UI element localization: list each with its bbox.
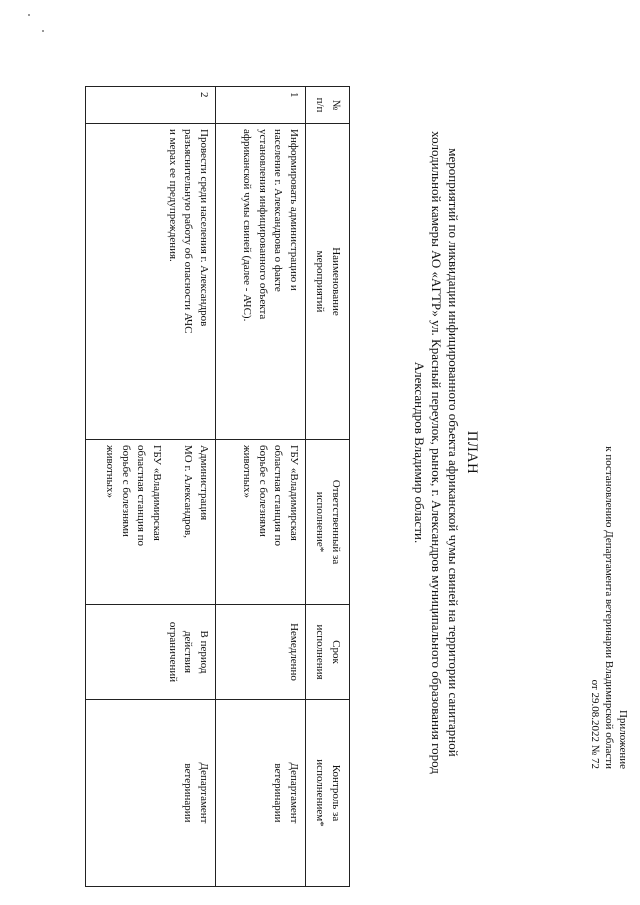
header-control <box>306 700 350 887</box>
header-text: п/п <box>314 97 327 113</box>
header-activity <box>306 124 350 440</box>
cell-line: действия <box>182 630 195 674</box>
header-text: мероприятий <box>314 250 327 313</box>
table-header-row <box>306 87 350 887</box>
plan-subtitle-line: мероприятий по ликвидации инфицированного объекта африканской чумы свиней на территории санитарной <box>446 148 461 757</box>
row-responsible <box>216 440 306 605</box>
cell-line: областная станция по <box>272 445 285 547</box>
cell-line: ГБУ «Владимирская <box>288 445 300 541</box>
row-responsible <box>86 440 216 605</box>
header-responsible <box>306 440 350 605</box>
cell-line: разъяснительную работу об опасности АЧС <box>182 129 195 334</box>
header-text: исполнением* <box>314 759 327 827</box>
header-text: Ответственный за <box>330 479 342 565</box>
plan-subtitle-line: холодильной камеры АО «АГТР» ул. Красный переулок, рынок, г. Александров муниципального образования город <box>429 131 444 774</box>
cell-line: ветеринарии <box>182 763 195 823</box>
cell-line: Информировать администрацию и <box>288 129 300 291</box>
cell-line: Департамент <box>288 762 300 824</box>
cell-line: население г. Александрова о факте <box>272 129 285 292</box>
scan-speck <box>28 14 30 16</box>
row-number: 1 <box>216 87 306 124</box>
cell-line: борьбе с болезнями <box>257 445 269 537</box>
cell-line: ограничений <box>167 621 179 683</box>
cell-line: и мерах ее предупреждения. <box>167 129 179 262</box>
cell-line: Провести среди населения г. Александров <box>198 129 210 327</box>
row-activity <box>216 124 306 440</box>
scan-speck <box>42 30 44 32</box>
cell-line: животных» <box>241 445 254 499</box>
row-activity <box>86 124 216 440</box>
annex-block <box>588 149 630 769</box>
header-text: исполнения <box>314 624 327 680</box>
annex-line-1: к постановлению Департамента ветеринарии Владимирской области <box>603 446 615 769</box>
header-deadline <box>306 605 350 700</box>
row-deadline <box>216 605 306 700</box>
cell-line: ГБУ «Владимирская <box>151 445 163 541</box>
cell-line: Немедленно <box>288 623 300 681</box>
annex-line-2: от 29.08.2022 № 72 <box>589 679 601 769</box>
cell-spacer <box>164 445 180 599</box>
plan-subtitle-line: Александров Владимир области. <box>412 361 427 544</box>
cell-line: ветеринарии <box>272 763 285 823</box>
header-number <box>306 87 350 124</box>
header-text: Наименование <box>330 247 342 316</box>
header-text: исполнение* <box>314 491 327 553</box>
cell-line: африканской чумы свиней (далее - АЧС). <box>241 129 254 322</box>
plan-subtitle <box>411 30 462 875</box>
annex-label: Приложение <box>617 709 629 769</box>
cell-line: животных» <box>104 445 117 499</box>
row-control <box>86 700 216 887</box>
cell-line: борьбе с болезнями <box>120 445 132 537</box>
row-control <box>216 700 306 887</box>
table-row <box>86 87 216 887</box>
header-text: Срок <box>330 640 342 664</box>
row-deadline <box>86 605 216 700</box>
cell-line: Администрация <box>198 445 210 521</box>
plan-table <box>85 86 350 887</box>
cell-line: МО г. Александров, <box>182 445 195 538</box>
cell-line: установления инфицированного объекта <box>257 129 269 320</box>
row-number: 2 <box>86 87 216 124</box>
plan-title: ПЛАН <box>464 430 480 475</box>
cell-line: областная станция по <box>135 445 148 547</box>
table-row <box>216 87 306 887</box>
cell-line: В период <box>198 630 210 674</box>
cell-line: Департамент <box>198 762 210 824</box>
header-text: № <box>330 99 342 111</box>
header-text: Контроль за <box>330 764 342 822</box>
